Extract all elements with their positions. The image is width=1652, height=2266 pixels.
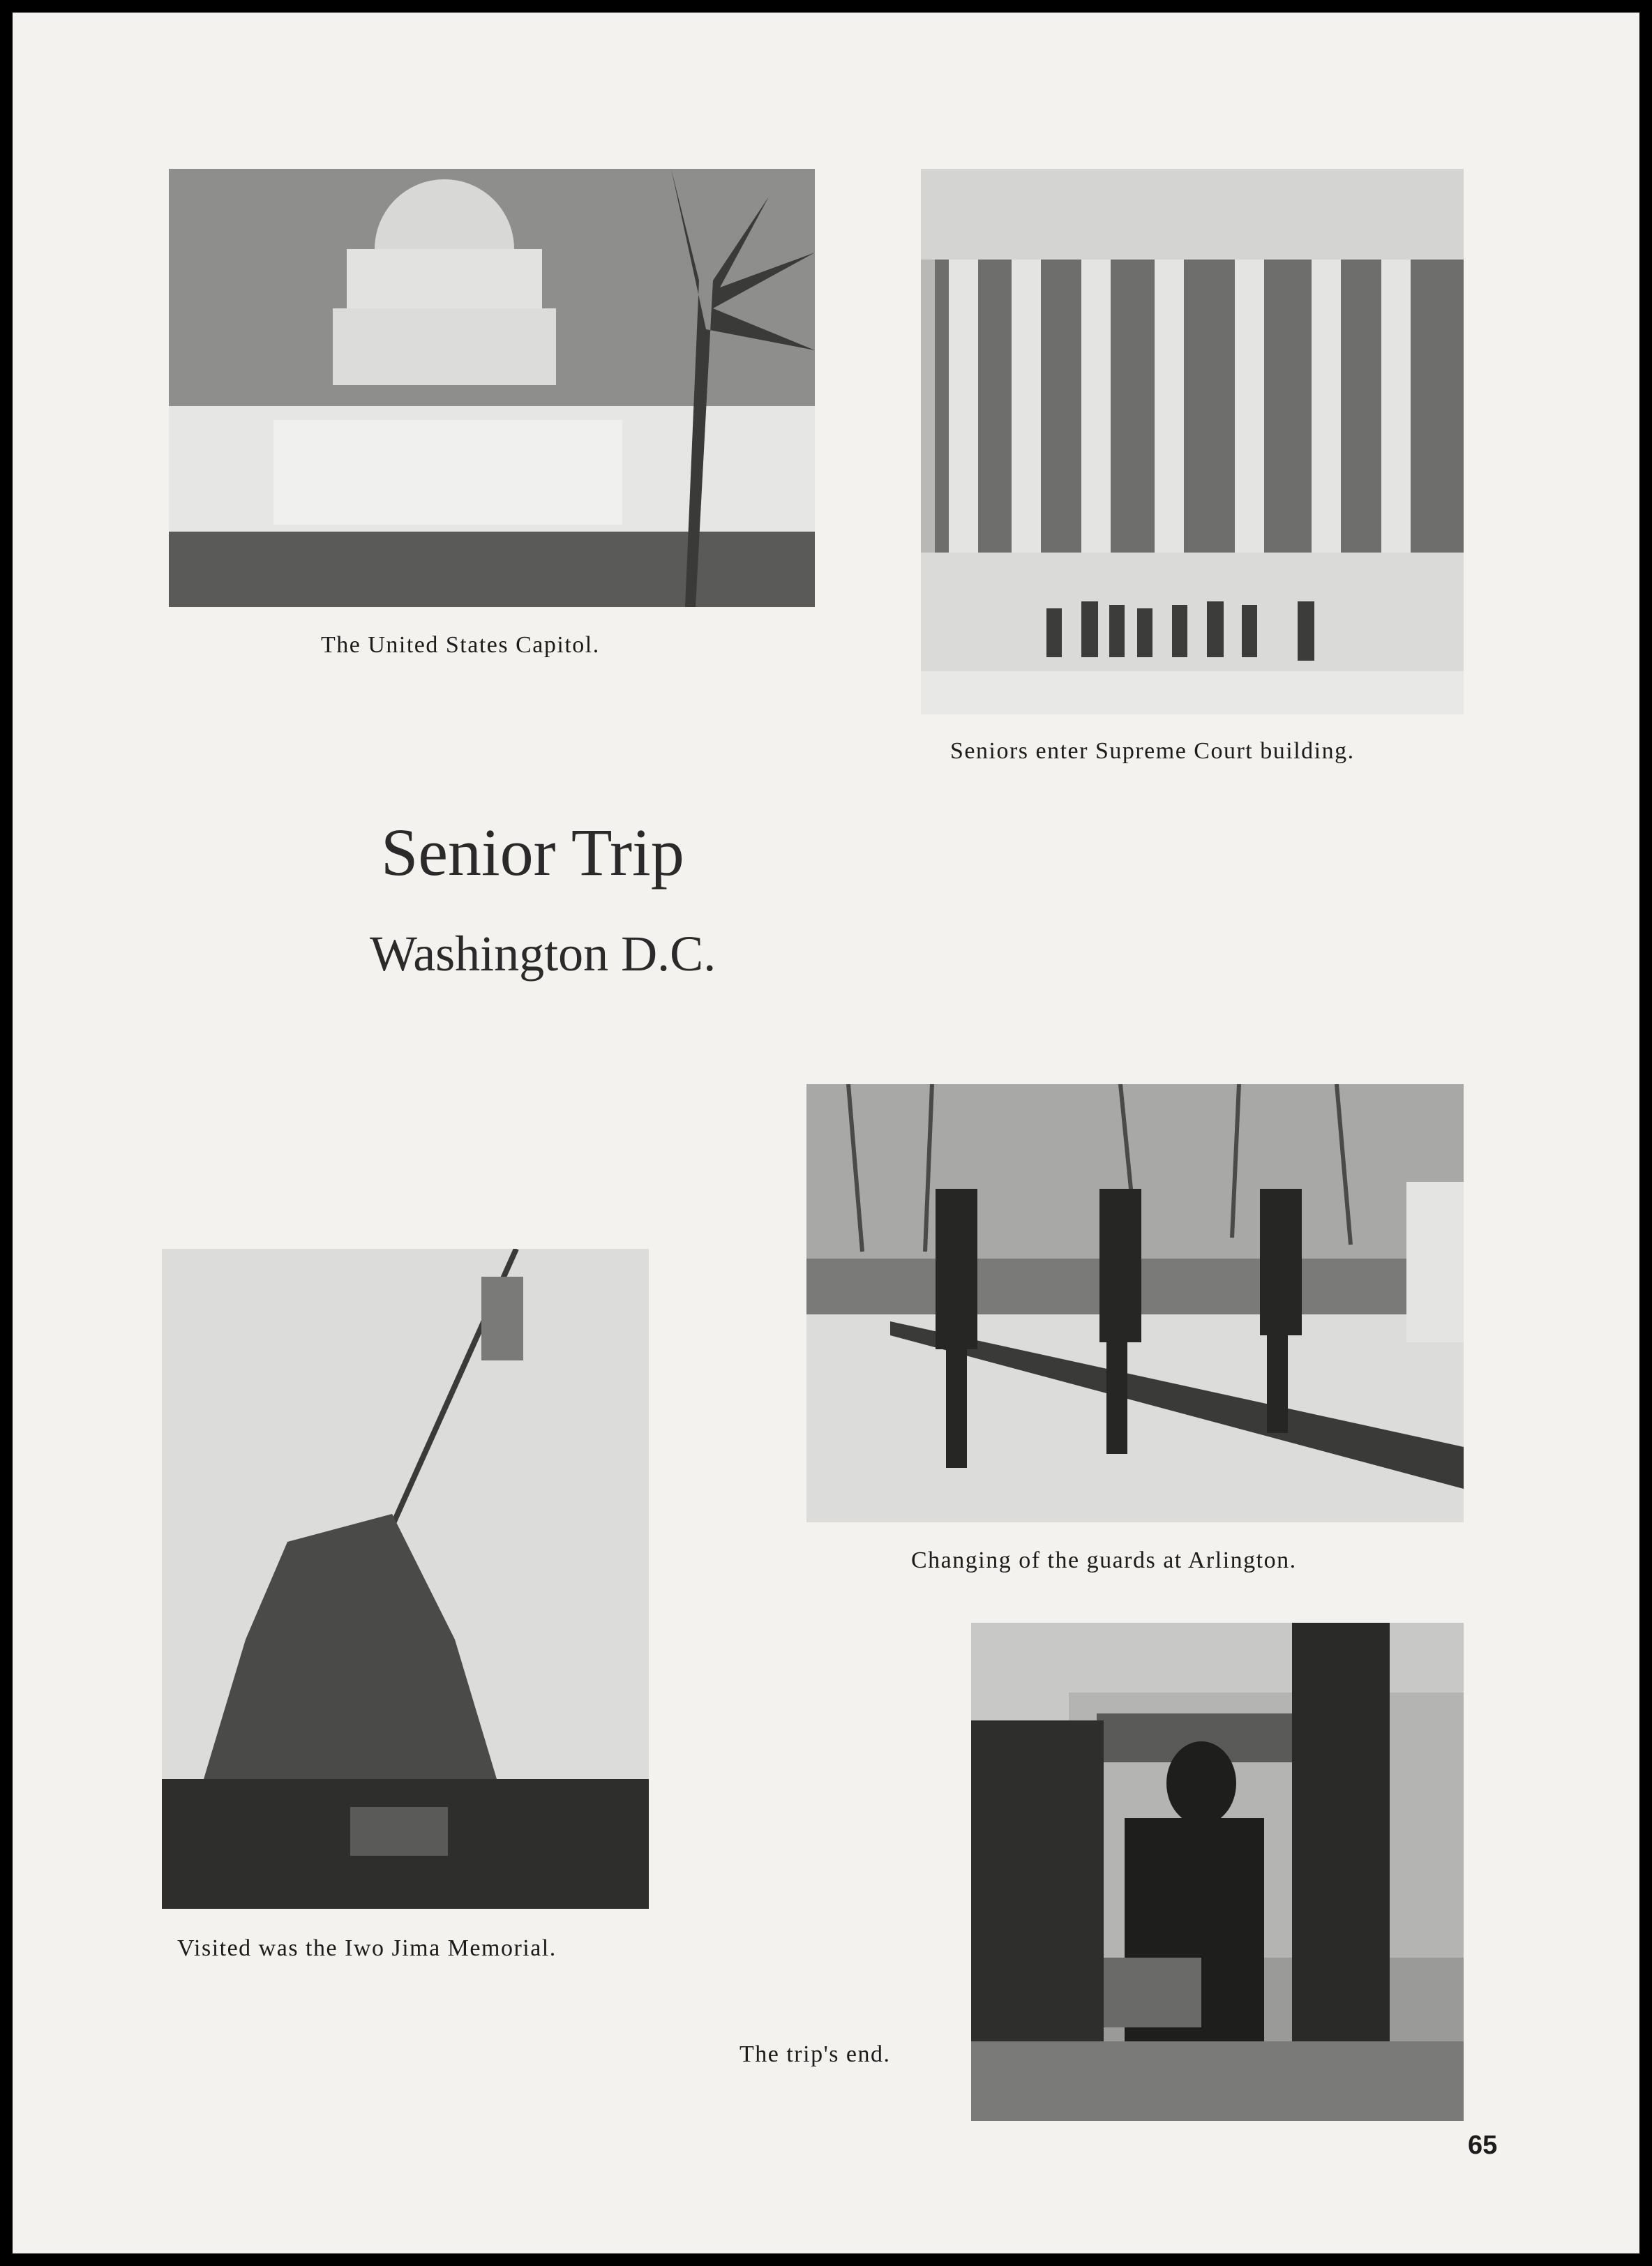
iwo-jima-photo [162, 1249, 649, 1909]
page-subtitle: Washington D.C. [370, 926, 716, 982]
trip-end-caption: The trip's end. [739, 2041, 891, 2067]
supreme-court-photo [921, 169, 1464, 714]
trip-end-photo [971, 1623, 1464, 2121]
page-title: Senior Trip [381, 815, 684, 890]
guards-photo [806, 1084, 1464, 1522]
capitol-caption: The United States Capitol. [321, 632, 600, 658]
supreme-court-caption: Seniors enter Supreme Court building. [950, 738, 1355, 764]
guards-caption: Changing of the guards at Arlington. [911, 1547, 1297, 1573]
yearbook-page [13, 13, 1639, 2253]
iwo-jima-caption: Visited was the Iwo Jima Memorial. [177, 1935, 557, 1961]
capitol-photo [169, 169, 815, 607]
page-number: 65 [1468, 2131, 1498, 2160]
